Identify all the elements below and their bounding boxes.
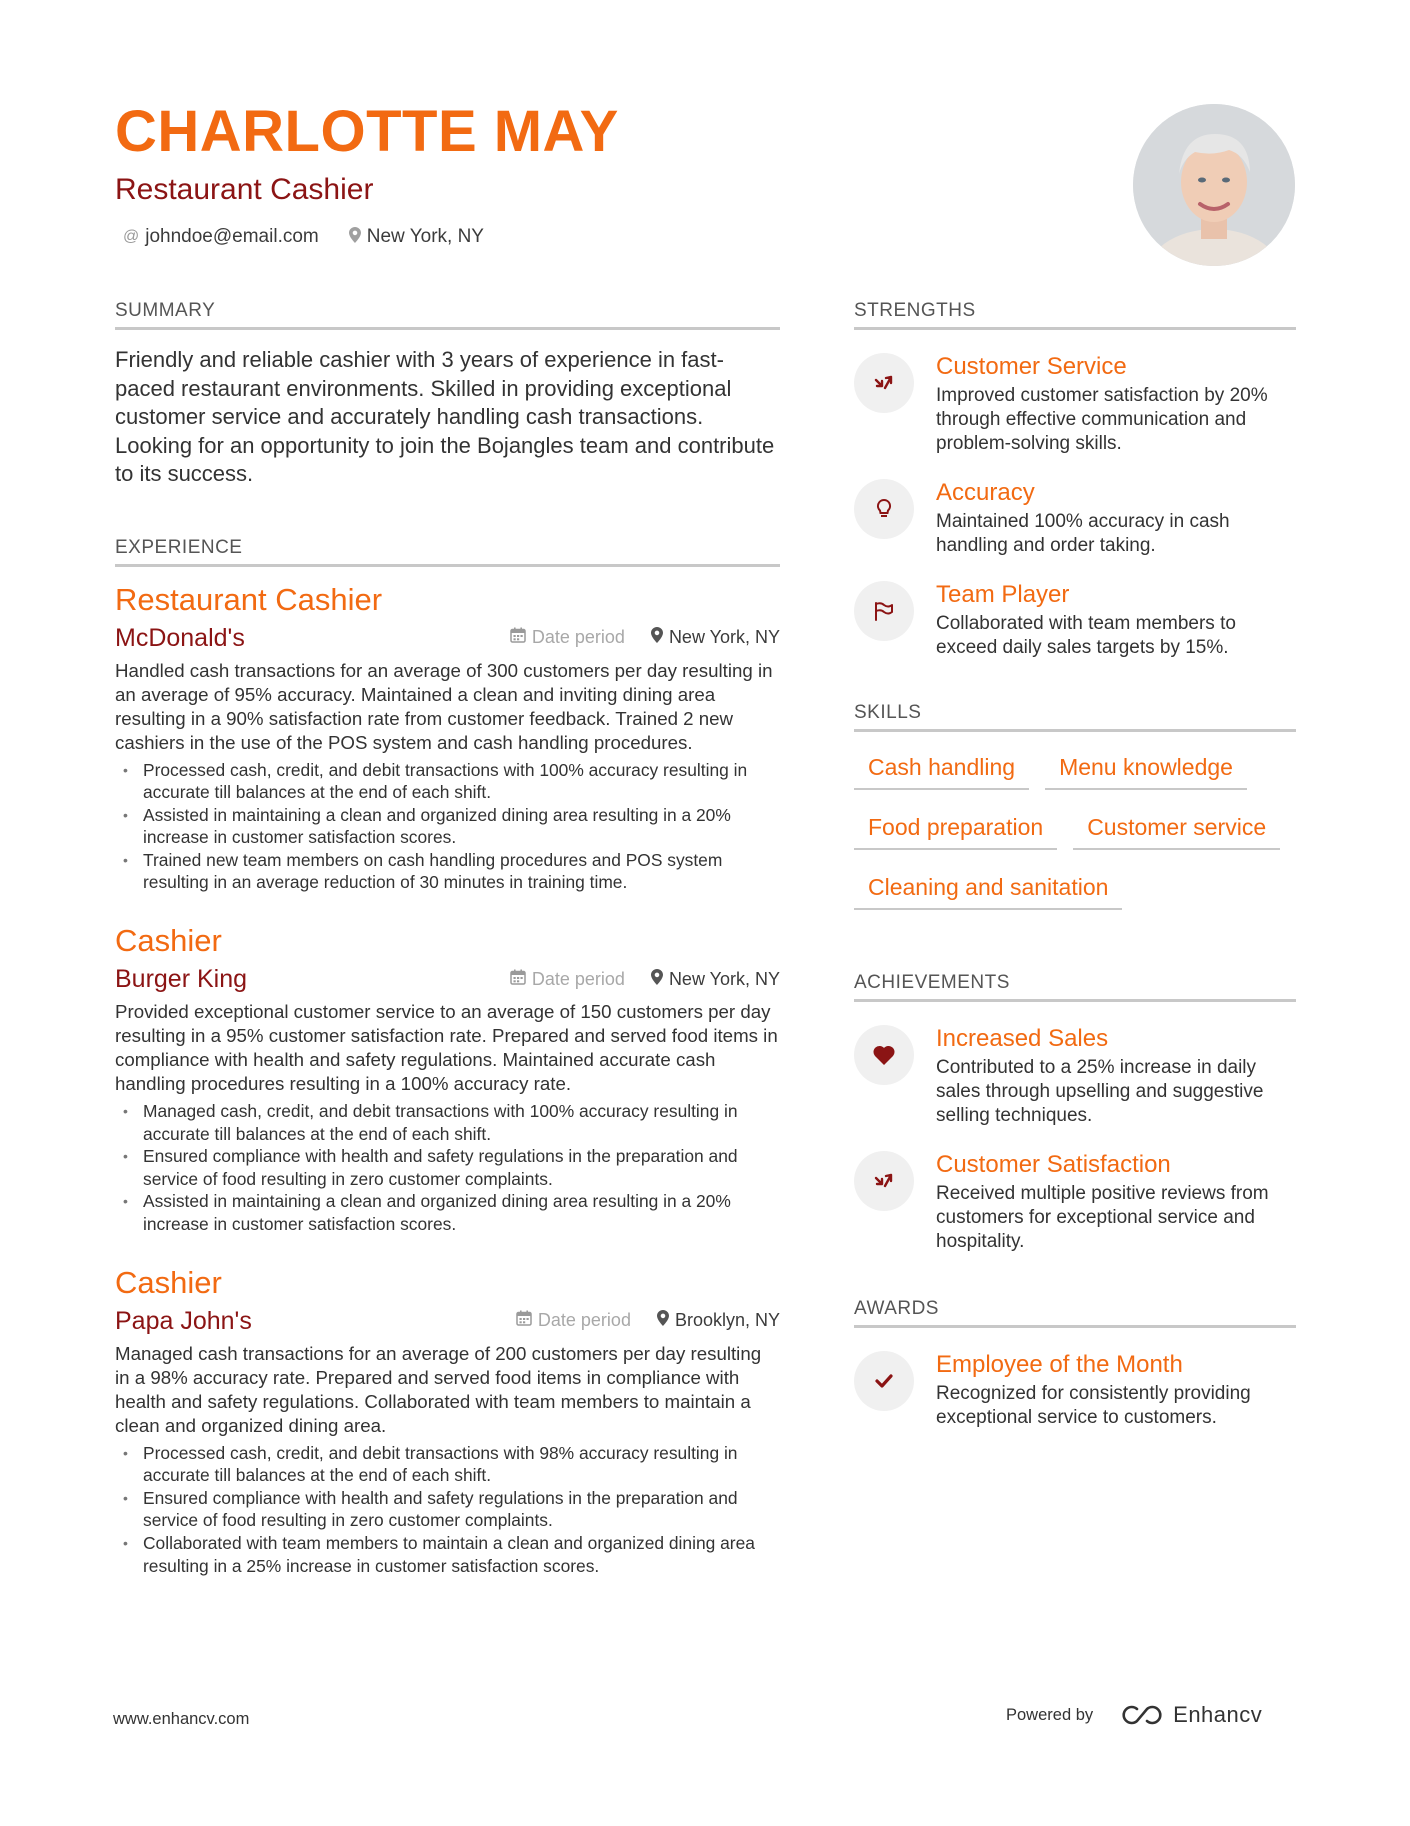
job-title: Cashier <box>115 1264 222 1300</box>
award-item <box>854 1350 1296 1430</box>
company-name: Burger King <box>115 965 248 994</box>
job-info-row <box>115 964 780 994</box>
location-pin-icon <box>349 227 361 248</box>
job-location-text: New York, NY <box>668 968 780 989</box>
job-date <box>510 627 625 648</box>
job-meta <box>510 969 780 990</box>
strength-desc: Improved customer satisfaction by 20% through effective communication and problem-solving skills. <box>936 385 1268 454</box>
strength-title: Accuracy <box>936 479 1035 506</box>
job-bullets <box>115 759 780 895</box>
company-name: McDonald's <box>115 623 245 652</box>
job-meta <box>516 1310 780 1331</box>
contact-row <box>115 226 1015 248</box>
email-text: johndoe@email.com <box>145 226 319 247</box>
enhancv-logo-icon <box>1117 1703 1163 1727</box>
skill-tag: Cleaning and sanitation <box>854 874 1122 910</box>
job-bullets <box>115 1100 780 1236</box>
location-pin-icon <box>651 969 663 990</box>
candidate-name: CHARLOTTE MAY <box>115 99 619 164</box>
job-description: Handled cash transactions for an average of 300 customers per day resulting in an average of 95% accuracy. Maintained a clean and inviting dining area resulting in a 90% satisfaction rate from customer feedback. Trained 2 new cashiers in the use of the POS system and cash handling procedures. <box>115 659 773 753</box>
achievement-title: Increased Sales <box>936 1025 1109 1052</box>
strength-desc: Collaborated with team members to exceed daily sales targets by 15%. <box>936 613 1236 658</box>
job-bullets <box>115 1442 780 1578</box>
strength-item <box>854 352 1296 456</box>
job-location <box>651 969 780 990</box>
calendar-icon <box>516 1310 532 1331</box>
skill-tag: Cash handling <box>854 754 1029 790</box>
right-column <box>854 300 1296 1430</box>
job-entry <box>115 922 780 1236</box>
skill-tag: Customer service <box>1073 814 1280 850</box>
skill-tag: Menu knowledge <box>1045 754 1247 790</box>
achievement-item <box>854 1150 1296 1254</box>
job-location-text: Brooklyn, NY <box>674 1310 780 1331</box>
job-bullet: • Assisted in maintaining a clean and organized dining area resulting in a 20% increase in customer satisfaction scores. <box>115 804 780 849</box>
contact-email[interactable] <box>123 226 319 248</box>
page-footer <box>0 1700 1410 1740</box>
calendar-icon <box>510 969 526 990</box>
strength-title: Team Player <box>936 581 1070 608</box>
job-bullet: • Assisted in maintaining a clean and organized dining area resulting in a 20% increase in customer satisfaction scores. <box>115 1190 780 1235</box>
profile-photo <box>1133 104 1295 266</box>
calendar-icon <box>510 627 526 648</box>
job-title: Restaurant Cashier <box>115 581 383 617</box>
job-date-text: Date period <box>531 627 625 647</box>
job-location <box>657 1310 780 1331</box>
strengths-section <box>854 300 1296 660</box>
skills-list <box>854 754 1296 910</box>
strength-desc: Maintained 100% accuracy in cash handling and order taking. <box>936 511 1230 556</box>
job-location-text: New York, NY <box>668 627 780 647</box>
job-bullet: • Processed cash, credit, and debit transactions with 100% accuracy resulting in accurate till balances at the end of each shift. <box>115 759 780 804</box>
at-icon: @ <box>123 228 140 245</box>
job-info-row <box>115 623 780 653</box>
candidate-title: Restaurant Cashier <box>115 173 374 206</box>
job-location <box>651 627 780 648</box>
flag-icon <box>854 581 914 641</box>
company-name: Papa John's <box>115 1306 252 1335</box>
location-text: New York, NY <box>366 226 484 247</box>
strength-body <box>936 580 1296 660</box>
achievements-heading: ACHIEVEMENTS <box>854 972 1296 1002</box>
job-description: Provided exceptional customer service to an average of 150 customers per day resulting in a 95% customer satisfaction rate. Prepared and served food items in compliance with health and safety regulations. Maintained accurate cash handling procedures resulting in a 100% accuracy rate. <box>115 1001 778 1095</box>
heart-icon <box>854 1025 914 1085</box>
strengths-heading: STRENGTHS <box>854 300 1296 330</box>
summary-heading: SUMMARY <box>115 300 780 330</box>
strength-title: Customer Service <box>936 353 1127 380</box>
job-description: Managed cash transactions for an average of 200 customers per day resulting in a 98% accuracy rate. Prepared and served food items in compliance with health and safety regulations. Collaborated with team members to maintain a clean and organized dining area. <box>115 1342 762 1436</box>
lightbulb-icon <box>854 479 914 539</box>
resume-header <box>115 100 1015 248</box>
powered-by-text: Powered by <box>1006 1705 1094 1724</box>
job-entry <box>115 1264 780 1578</box>
contact-location <box>349 226 484 248</box>
award-desc: Recognized for consistently providing exceptional service to customers. <box>936 1383 1251 1428</box>
job-meta <box>510 627 780 648</box>
achievement-title: Customer Satisfaction <box>936 1151 1171 1178</box>
job-bullet: • Managed cash, credit, and debit transactions with 100% accuracy resulting in accurate till balances at the end of each shift. <box>115 1100 780 1145</box>
skills-section <box>854 702 1296 910</box>
strength-item <box>854 478 1296 558</box>
job-date <box>510 969 625 990</box>
location-pin-icon <box>651 627 663 648</box>
strength-body <box>936 478 1296 558</box>
job-bullet: • Ensured compliance with health and safety regulations in the preparation and service of food resulting in zero customer complaints. <box>115 1487 780 1532</box>
job-date-text: Date period <box>531 968 625 989</box>
skill-tag: Food preparation <box>854 814 1057 850</box>
customer-service-icon <box>854 353 914 413</box>
award-title: Employee of the Month <box>936 1351 1183 1378</box>
job-bullet: • Processed cash, credit, and debit transactions with 98% accuracy resulting in accurate till balances at the end of each shift. <box>115 1442 780 1487</box>
strength-body <box>936 352 1296 456</box>
job-date <box>516 1310 631 1331</box>
experience-section <box>115 537 780 1578</box>
job-date-text: Date period <box>537 1310 631 1331</box>
footer-branding <box>1006 1702 1262 1728</box>
job-title: Cashier <box>115 923 222 959</box>
left-column <box>115 300 780 1577</box>
achievement-item <box>854 1024 1296 1128</box>
enhancv-logo[interactable] <box>1117 1702 1262 1728</box>
achievement-desc: Contributed to a 25% increase in daily sales through upselling and suggestive selling techniques. <box>936 1057 1264 1126</box>
website-link[interactable]: www.enhancv.com <box>113 1710 250 1728</box>
achievements-section <box>854 972 1296 1254</box>
job-bullet: • Ensured compliance with health and safety regulations in the preparation and service of food resulting in zero customer complaints. <box>115 1145 780 1190</box>
customer-service-icon <box>854 1151 914 1211</box>
checkmark-icon <box>854 1351 914 1411</box>
achievement-desc: Received multiple positive reviews from customers for exceptional service and hospitality. <box>936 1183 1269 1252</box>
job-info-row <box>115 1306 780 1336</box>
achievement-body <box>936 1150 1296 1254</box>
awards-section <box>854 1298 1296 1430</box>
skills-heading: SKILLS <box>854 702 1296 732</box>
summary-text: Friendly and reliable cashier with 3 years of experience in fast-paced restaurant environments. Skilled in providing exceptional customer service and accurately handling cash transactions. Looking for an opportunity to join the Bojangles team and contribute to its success. <box>115 347 775 486</box>
brand-name: Enhancv <box>1173 1702 1263 1727</box>
award-body <box>936 1350 1296 1430</box>
awards-heading: AWARDS <box>854 1298 1296 1328</box>
job-bullet: • Trained new team members on cash handling procedures and POS system resulting in an average reduction of 30 minutes in training time. <box>115 849 780 894</box>
job-bullet: • Collaborated with team members to maintain a clean and organized dining area resulting in a 25% increase in customer satisfaction scores. <box>115 1532 780 1577</box>
experience-heading: EXPERIENCE <box>115 537 780 567</box>
summary-section <box>115 300 780 489</box>
location-pin-icon <box>657 1310 669 1331</box>
achievement-body <box>936 1024 1296 1128</box>
strength-item <box>854 580 1296 660</box>
job-entry <box>115 581 780 895</box>
